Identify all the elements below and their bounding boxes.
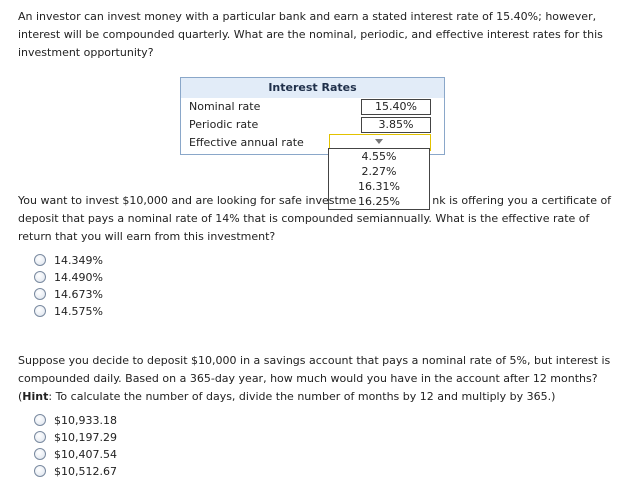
answer-option[interactable] [34,412,117,429]
nominal-rate-value: 15.40% [361,99,431,115]
nominal-rate-row [181,98,444,116]
option-label[interactable]: 14.490% [54,271,103,284]
hint-label: Hint [22,390,49,403]
periodic-rate-value: 3.85% [361,117,431,133]
option-label[interactable]: $10,407.54 [54,448,117,461]
question-3-text-end: : To calculate the number of days, divide the number of months by 12 and multiply by 365.) [48,390,556,403]
table-title: Interest Rates [181,78,444,98]
radio-button-icon[interactable] [34,254,46,266]
option-label[interactable]: $10,512.67 [54,465,117,478]
radio-button-icon[interactable] [34,465,46,477]
answer-option[interactable] [34,446,117,463]
question-3-text [18,352,618,406]
option-label[interactable]: 14.673% [54,288,103,301]
question-2-options [34,252,103,320]
radio-button-icon[interactable] [34,271,46,283]
nominal-rate-label: Nominal rate [189,100,261,113]
option-label[interactable]: $10,197.29 [54,431,117,444]
answer-option[interactable] [34,463,117,480]
periodic-rate-label: Periodic rate [189,118,259,131]
dropdown-option[interactable]: 16.25% [358,195,400,208]
radio-button-icon[interactable] [34,414,46,426]
answer-option[interactable] [34,252,103,269]
question-2-text-end: nk is offering you a certificate of deposit that pays a nominal rate of 14% that is compounded semiannually. What is the effective rate of return that you will earn from this investment? [18,194,612,243]
dropdown-option[interactable]: 2.27% [361,165,397,178]
question-3-text-start: Suppose you decide to deposit $10,000 in a savings account that pays a nominal rate of 5%, but interest is compounded daily. Based on a 365-day year, how much would you have in the account after 12 months? ( [18,354,611,403]
answer-option[interactable] [34,269,103,286]
option-label[interactable]: $10,933.18 [54,414,117,427]
dropdown-option[interactable]: 16.31% [358,180,400,193]
option-label[interactable]: 14.349% [54,254,103,267]
answer-option[interactable] [34,429,117,446]
answer-option[interactable] [34,286,103,303]
answer-option[interactable] [34,303,103,320]
question-3-options [34,412,117,480]
radio-button-icon[interactable] [34,305,46,317]
effective-rate-label: Effective annual rate [189,136,304,149]
chevron-down-icon[interactable] [375,139,383,144]
dropdown-option[interactable]: 4.55% [361,150,397,163]
question-2-text [18,192,618,246]
radio-button-icon[interactable] [34,288,46,300]
radio-button-icon[interactable] [34,431,46,443]
option-label[interactable]: 14.575% [54,305,103,318]
radio-button-icon[interactable] [34,448,46,460]
question-1-text: An investor can invest money with a particular bank and earn a stated interest rate of 15.40%; however, interest will be compounded quarterly. What are the nominal, periodic, and effective interest rates for this investment opportunity? [18,10,603,59]
interest-rates-table [180,77,445,155]
periodic-rate-row [181,116,444,134]
question-2-text-start: You want to invest $10,000 and are looking for safe investme [18,194,357,207]
